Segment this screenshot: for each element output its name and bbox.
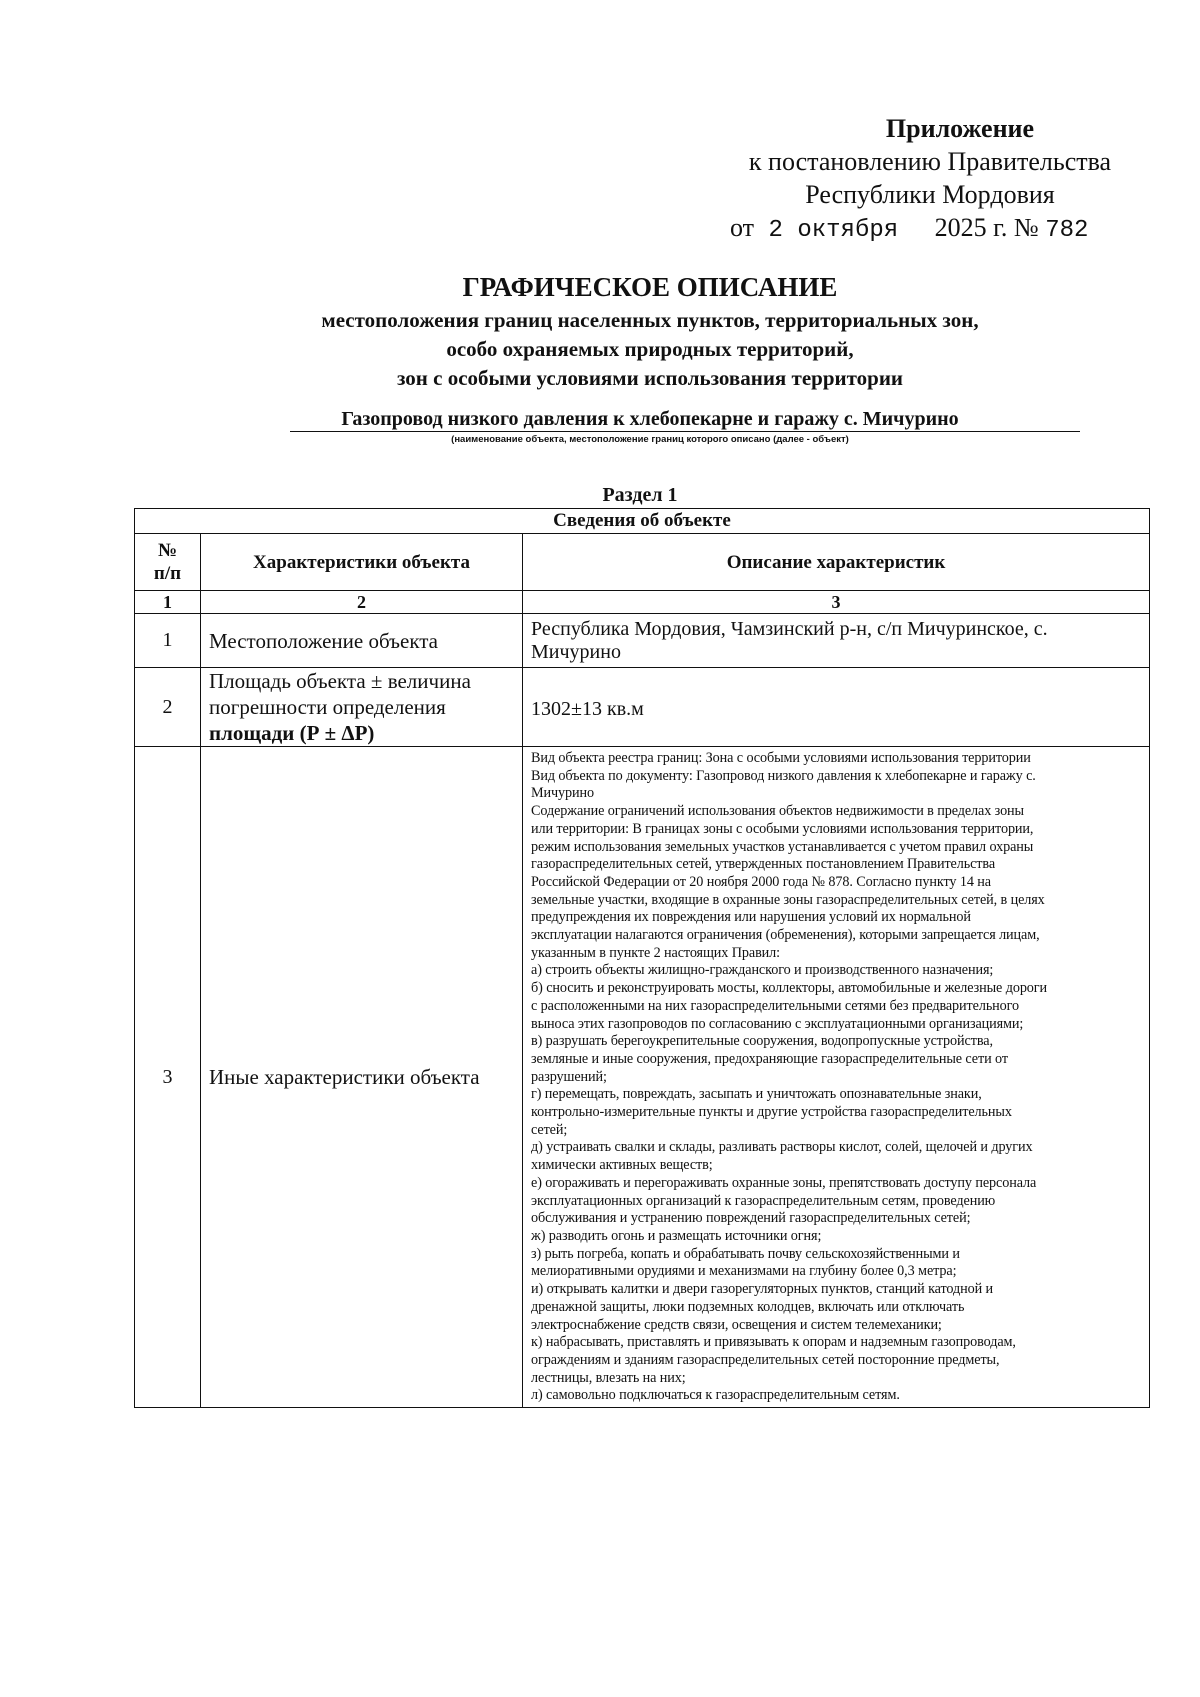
description-line: указанным в пункте 2 настоящих Правил: [531,944,780,961]
column-number: 1 [135,591,201,614]
description-line: Содержание ограничений использования объектов недвижимости в пределах зоны [531,803,1024,820]
object-info-table [134,508,1150,1408]
header-characteristics: Характеристики объекта [201,534,523,591]
description-line: земельные участки, входящие в охранные зоны газораспределительных сетей, в целях [531,891,1045,908]
row-characteristic [201,668,523,747]
description-line: б) сносить и реконструировать мосты, коллекторы, автомобильные и железные дороги [531,980,1048,997]
row-number: 2 [135,668,201,747]
header-number-line: № [157,540,178,561]
header-description: Описание характеристик [523,534,1150,591]
doc-number: 782 [1045,217,1089,244]
description-line: л) самовольно подключаться к газораспределительным сетям. [531,1387,900,1404]
description-line: Мичурино [531,785,595,802]
description-line: к) набрасывать, приставлять и привязывать к опорам и надземным газопроводам, [531,1334,1016,1351]
column-number: 2 [201,591,523,614]
appendix-title: Приложение [885,114,1035,143]
description-line: предупреждения их повреждения или нарушения условий их нормальной [531,909,971,926]
appendix-date [720,211,1140,247]
table-header-row [135,534,1150,591]
description-line: электроснабжение средств связи, освещения и систем телемеханики; [531,1316,942,1333]
description-line: в) разрушать берегоукрепительные сооружения, водопропускные устройства, [531,1033,993,1050]
description-line: эксплуатационных организаций к газораспределительным сетям, проведению [531,1192,996,1209]
description-line: Российской Федерации от 20 ноября 2000 года № 878. Согласно пункту 14 на [531,873,991,890]
characteristic-line: Площадь объекта ± величина [209,669,471,693]
description-line: обслуживания и устранению повреждений газораспределительных сетей; [531,1210,971,1227]
object-note: (наименование объекта, местоположение границ которого описано (далее - объект) [451,434,849,445]
date-prefix: от [730,213,755,242]
row-number: 3 [135,747,201,1408]
description-line: дренажной защиты, люки подземных колодцев, включать или отключать [531,1298,965,1315]
table-row [135,614,1150,668]
description-line: разрушений; [531,1068,607,1085]
object-underline [290,431,1080,432]
row-number: 1 [135,614,201,668]
description-line: лестницы, влезать на них; [531,1369,686,1386]
description-line: газораспределительных сетей, утвержденных постановлением Правительства [531,856,996,873]
description-line: Мичурино [531,641,621,663]
characteristic-line: площади (Р ± ΔР) [209,721,375,745]
appendix-block [720,112,1140,247]
column-number-row [135,591,1150,614]
description-line: ограждениям и зданиям газораспределительных сетей посторонние предметы, [531,1351,1000,1368]
description-line: е) огораживать и перегораживать охранные зоны, препятствовать доступу персонала [531,1174,1037,1191]
date-year: 2025 г. № [934,213,1039,242]
subtitle-line: особо охраняемых природных территорий, [446,337,854,361]
description-line: с расположенными на них газораспределительными сетями без предварительного [531,997,1020,1014]
appendix-line-2: Республики Мордовия [805,180,1055,209]
description-line: г) перемещать, повреждать, засыпать и уничтожать опознавательные знаки, [531,1086,982,1103]
description-line: химически активных веществ; [531,1157,713,1174]
description-line: Республика Мордовия, Чамзинский р-н, с/п Мичуринское, с. [531,618,1048,640]
table-row [135,747,1150,1408]
column-number: 3 [523,591,1150,614]
description-line: з) рыть погреба, копать и обрабатывать почву сельскохозяйственными и [531,1245,960,1262]
table-row [135,668,1150,747]
object-name: Газопровод низкого давления к хлебопекарне и гаражу с. Мичурино [341,408,959,430]
header-number-text [143,539,192,585]
date-day: 2 октября [768,217,899,244]
description-line: а) строить объекты жилищно-гражданского и производственного назначения; [531,962,994,979]
description-line: мелиоративными орудиями и механизмами на глубину более 0,3 метра; [531,1263,957,1280]
characteristic-line: погрешности определения [209,695,446,719]
row-description [523,614,1150,668]
description-line: ж) разводить огонь и размещать источники огня; [531,1227,822,1244]
header-number [135,534,201,591]
description-line: д) устраивать свалки и склады, разливать растворы кислот, солей, щелочей и других [531,1139,1033,1156]
row-characteristic: Местоположение объекта [201,614,523,668]
description-line: Вид объекта реестра границ: Зона с особыми условиями использования территории [531,750,1031,766]
appendix-line-1: к постановлению Правительства [748,147,1112,176]
description-line: или территории: В границах зоны с особыми условиями использования территории, [531,820,1034,837]
row-description: 1302±13 кв.м [523,668,1150,747]
description-line: эксплуатации налагаются ограничения (обременения), которыми запрещается лицам, [531,927,1040,944]
description-line: контрольно-измерительные пункты и другие устройства газораспределительных [531,1104,1012,1121]
document-subtitle [140,306,1160,393]
description-line: земляные и иные сооружения, предохраняющие газораспределительные сети от [531,1050,1008,1067]
subtitle-line: зон с особыми условиями использования территории [396,366,904,390]
description-line: сетей; [531,1121,568,1138]
section-title: Раздел 1 [602,484,678,506]
description-line: Вид объекта по документу: Газопровод низкого давления к хлебопекарне и гаражу с. [531,767,1036,784]
description-line: режим использования земельных участков устанавливается с учетом правил охраны [531,838,1034,855]
row-description [523,747,1150,1408]
description-line: и) открывать калитки и двери газорегуляторных пунктов, станций катодной и [531,1281,994,1298]
description-line: выноса этих газопроводов по согласованию с эксплуатационными организациями; [531,1015,1024,1032]
document-title: ГРАФИЧЕСКОЕ ОПИСАНИЕ [462,272,838,302]
header-number-line: п/п [153,563,182,584]
table-caption-row [135,509,1150,534]
row-characteristic: Иные характеристики объекта [201,747,523,1408]
subtitle-line: местоположения границ населенных пунктов, территориальных зон, [321,308,979,332]
table-caption: Сведения об объекте [135,509,1150,534]
